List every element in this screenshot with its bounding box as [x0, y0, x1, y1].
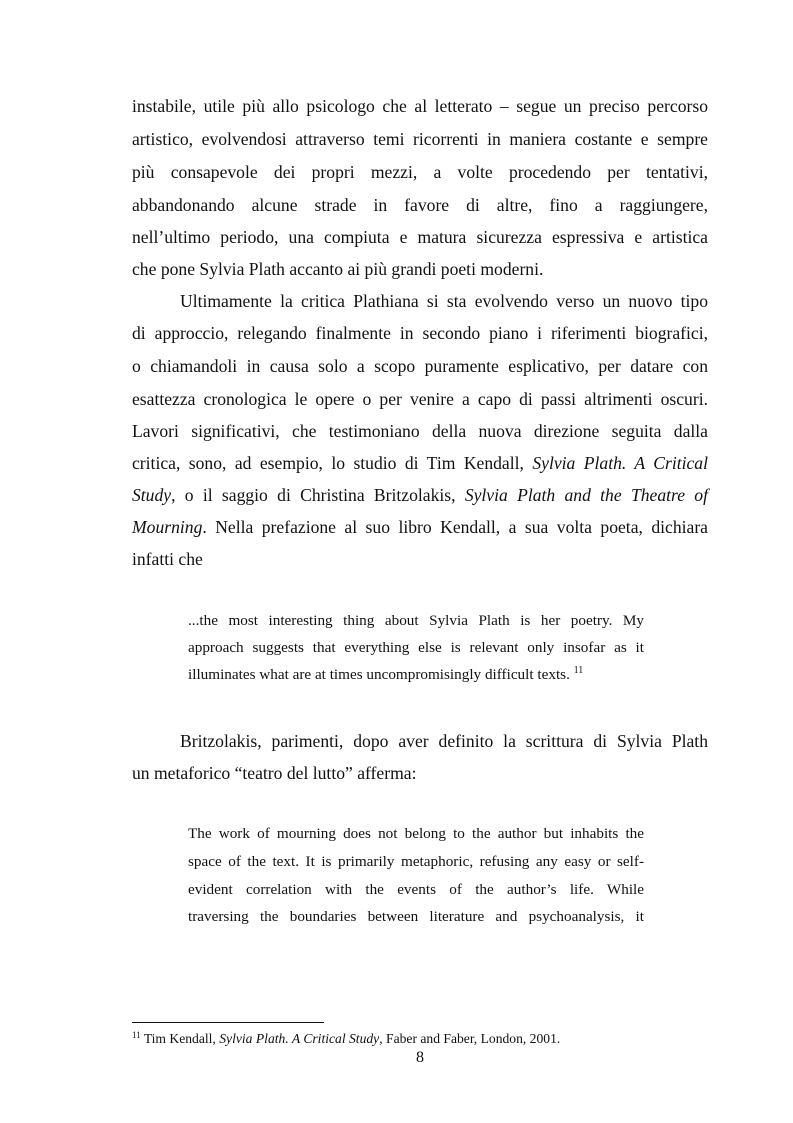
footnote-rule [132, 1022, 324, 1023]
body-line [132, 484, 708, 506]
quote-line: evident correlation with the events of the author’s life. While [188, 881, 644, 898]
book-title: Study [132, 485, 172, 505]
body-line: Ultimamente la critica Plathiana si sta evolvendo verso un nuovo tipo [180, 291, 708, 311]
body-line: esattezza cronologica le opere o per venire a capo di passi altrimenti oscuri. [132, 389, 708, 409]
body-line: nell’ultimo periodo, una compiuta e matura sicurezza espressiva e artistica [132, 227, 708, 247]
footnote [132, 1030, 560, 1048]
quote-line: traversing the boundaries between literature and psychoanalysis, it [188, 908, 644, 925]
footnote-rest: , Faber and Faber, London, 2001. [379, 1031, 561, 1046]
text-run: critica, sono, ad esempio, lo studio di Tim Kendall, [132, 453, 524, 473]
body-line: di approccio, relegando finalmente in secondo piano i riferimenti biografici, [132, 323, 708, 343]
footnote-title: Sylvia Plath. A Critical Study [219, 1031, 380, 1046]
quote-line: approach suggests that everything else is relevant only insofar as it [188, 639, 644, 656]
quote-line: ...the most interesting thing about Sylvia Plath is her poetry. My [188, 612, 644, 629]
footnote-number: 11 [132, 1030, 141, 1040]
quote-line [188, 665, 644, 685]
quote-line: space of the text. It is primarily metaphoric, refusing any easy or self- [188, 853, 644, 870]
body-line: infatti che [132, 549, 203, 569]
body-line: Britzolakis, parimenti, dopo aver definito la scrittura di Sylvia Plath [180, 731, 708, 751]
body-line: un metaforico “teatro del lutto” afferma: [132, 763, 417, 783]
text-run: . Nella prefazione al suo libro Kendall, a sua volta poeta, dichiara [202, 517, 708, 537]
body-line: abbandonando alcune strade in favore di altre, fino a raggiungere, [132, 195, 708, 215]
footnote-ref: 11 [573, 665, 584, 676]
body-line: Lavori significativi, che testimoniano della nuova direzione seguita dalla [132, 421, 708, 441]
text-run: illuminates what are at times uncompromisingly difficult texts. [188, 666, 570, 683]
body-line: instabile, utile più allo psicologo che al letterato – segue un preciso percorso [132, 96, 708, 116]
book-title: Mourning [132, 517, 203, 537]
text-run: , o il saggio di Christina Britzolakis, [171, 485, 456, 505]
body-line [132, 452, 708, 474]
book-title: Sylvia Plath. A Critical [532, 453, 708, 473]
footnote-author: Tim Kendall, [143, 1031, 216, 1046]
quote-line: The work of mourning does not belong to the author but inhabits the [188, 825, 644, 842]
book-title: Sylvia Plath and the Theatre of [464, 485, 708, 505]
page-number: 8 [416, 1049, 424, 1066]
body-line [132, 516, 708, 538]
body-line: artistico, evolvendosi attraverso temi ricorrenti in maniera costante e sempre [132, 129, 708, 149]
body-line: o chiamandoli in causa solo a scopo puramente esplicativo, per datare con [132, 356, 708, 376]
body-line: più consapevole dei propri mezzi, a volte procedendo per tentativi, [132, 162, 708, 182]
body-line: che pone Sylvia Plath accanto ai più grandi poeti moderni. [132, 259, 544, 279]
